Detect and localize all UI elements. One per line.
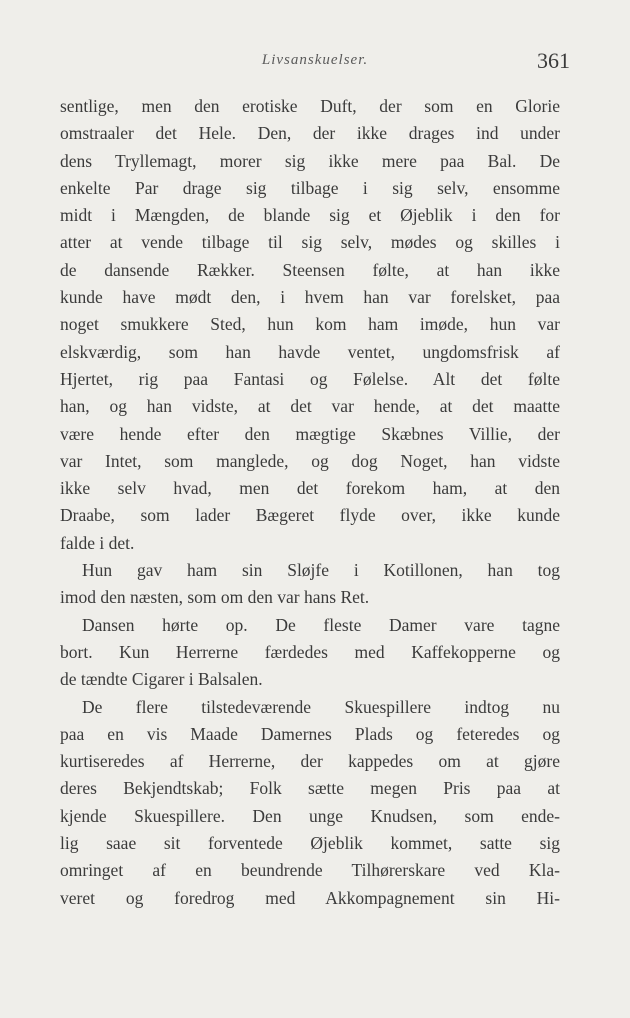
text-line: paa en vis Maade Damernes Plads og feteredes og — [60, 723, 560, 744]
text-line: de dansende Rækker. Steensen følte, at han ikke — [60, 259, 560, 280]
text-line: Hun gav ham sin Sløjfe i Kotillonen, han tog — [82, 560, 560, 581]
text-line: De flere tilstedeværende Skuespillere indtog nu — [82, 696, 560, 717]
text-line: ikke selv hvad, men det forekom ham, at den — [60, 478, 560, 499]
text-line: omringet af en beundrende Tilhørerskare ved Kla- — [60, 860, 560, 881]
text-line: lig saae sit forventede Øjeblik kommet, satte sig — [60, 833, 560, 854]
text-line: elskværdig, som han havde ventet, ungdomsfrisk af — [60, 341, 560, 362]
page-number: 361 — [537, 48, 570, 73]
text-line: omstraaler det Hele. Den, der ikke drages ind under — [60, 123, 560, 144]
text-line: han, og han vidste, at det var hende, at det maatte — [60, 396, 560, 417]
text-line: veret og foredrog med Akkompagnement sin Hi- — [60, 887, 560, 908]
text-line: dens Tryllemagt, morer sig ikke mere paa Bal. De — [60, 150, 560, 171]
text-line: sentlige, men den erotiske Duft, der som en Glorie — [60, 96, 560, 116]
text-line: midt i Mængden, de blande sig et Øjeblik i den for — [60, 205, 560, 226]
body-text — [60, 93, 560, 912]
text-line: kurtiseredes af Herrerne, der kappedes om at gjøre — [60, 751, 560, 772]
text-line: imod den næsten, som om den var hans Ret. — [60, 587, 370, 608]
text-line: atter at vende tilbage til sig selv, mødes og skilles i — [60, 232, 560, 253]
text-line: bort. Kun Herrerne færdedes med Kaffekopperne og — [60, 641, 560, 662]
text-line: var Intet, som manglede, og dog Noget, han vidste — [60, 450, 560, 471]
text-line: Draabe, som lader Bægeret flyde over, ikke kunde — [60, 505, 560, 526]
text-line: noget smukkere Sted, hun kom ham imøde, hun var — [60, 314, 560, 335]
text-line: falde i det. — [60, 532, 135, 553]
text-line: kjende Skuespillere. Den unge Knudsen, som ende- — [60, 805, 560, 826]
text-line: enkelte Par drage sig tilbage i sig selv, ensomme — [60, 177, 560, 198]
text-line: de tændte Cigarer i Balsalen. — [60, 669, 263, 690]
running-header — [60, 48, 570, 78]
text-line: være hende efter den mægtige Skæbnes Villie, der — [60, 423, 560, 444]
running-title: Livsanskuelser. — [261, 52, 369, 68]
text-line: kunde have mødt den, i hvem han var forelsket, paa — [60, 287, 560, 308]
text-line: Dansen hørte op. De fleste Damer vare tagne — [82, 614, 560, 635]
text-line: deres Bekjendtskab; Folk sætte megen Pris paa at — [60, 778, 560, 799]
text-line: Hjertet, rig paa Fantasi og Følelse. Alt det følte — [60, 368, 560, 389]
